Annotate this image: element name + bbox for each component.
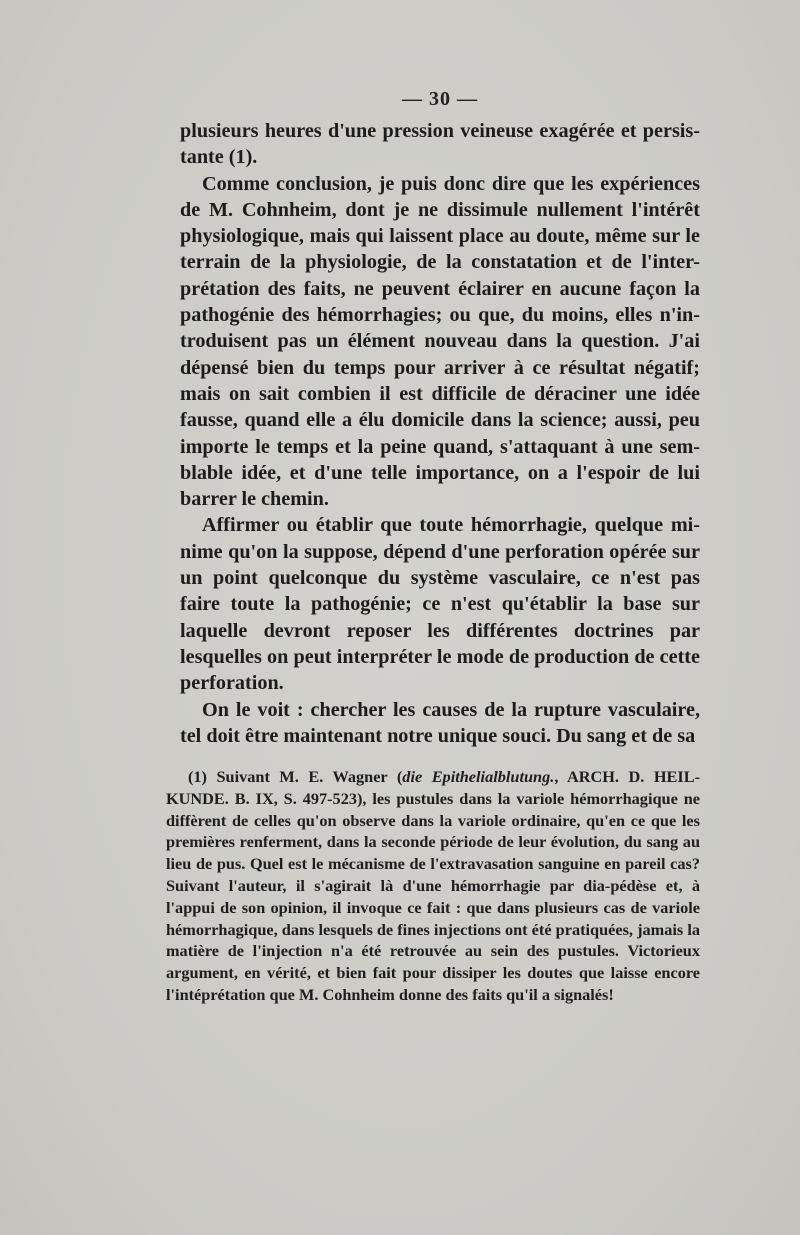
paragraph-1: plusieurs heures d'une pression veineuse exagérée et persis-tante (1).	[180, 120, 700, 169]
paragraph-3: Affirmer ou établir que toute hémorrhagie, quelque mi-nime qu'on la suppose, dépend d'une perforation opérée sur un point quelconque du système vasculaire, ce n'est pas faire toute la pathogénie; ce n'est qu'établir la base sur laquelle devront reposer les différentes doctrines par lesquelles on peut interpréter le mode de production de cette perforation.	[180, 514, 700, 695]
footnote-title: die Epithelialblutung.	[402, 767, 555, 786]
paragraph-2: Comme conclusion, je puis donc dire que les expériences de M. Cohnheim, dont je ne dissimule nullement l'intérêt physiologique, mais qui laissent place au doute, même sur le terrain de la physiologie, de la constatation et de l'inter-prétation des faits, ne peuvent éclairer en aucune façon la pathogénie des hémorrhagies; ou que, du moins, elles n'in-troduisent pas un élément nouveau dans la question. J'ai dépensé bien du temps pour arriver à ce résultat négatif; mais on sait combien il est difficile de déraciner une idée fausse, quand elle a élu domicile dans la science; aussi, peu importe le temps et la peine quand, s'attaquant à une sem-blable idée, et d'une telle importance, on a l'espoir de lui barrer le chemin.	[180, 172, 700, 511]
page-number: — 30 —	[402, 88, 478, 110]
footnote-text: les pustules dans la variole hémorrhagique ne diffèrent de celles qu'on observe dans la variole ordinaire, qu'en ce que les premières renferment, dans la seconde période de leur évolution, du sang au lieu de pus. Quel est le mécanisme de l'extravasation sanguine en pareil cas? Suivant l'auteur, il s'agirait là d'une hémorrhagie par dia-pédèse et, à l'appui de son opinion, il invoque ce fait : que dans plusieurs cas de variole hémorrhagique, dans lesquels de fines injections ont été pratiquées, jamais la matière de l'injection n'a été retrouvée au sein des pustules. Victorieux argument, en vérité, et bien fait pour dissiper les doutes que laisse encore l'intéprétation que M. Cohnheim donne des faits qu'il a signalés!	[166, 788, 700, 1004]
main-text	[180, 118, 700, 749]
paragraph-4: On le voit : chercher les causes de la rupture vasculaire, tel doit être maintenant notre unique souci. Du sang et de sa	[180, 698, 700, 747]
footnote-reference: , ARCH. D. HEIL-KUNDE. B. IX, S. 497-523),	[166, 767, 700, 808]
footnote	[166, 766, 700, 1006]
footnote-lead: (1) Suivant M. E. Wagner (	[188, 767, 403, 786]
